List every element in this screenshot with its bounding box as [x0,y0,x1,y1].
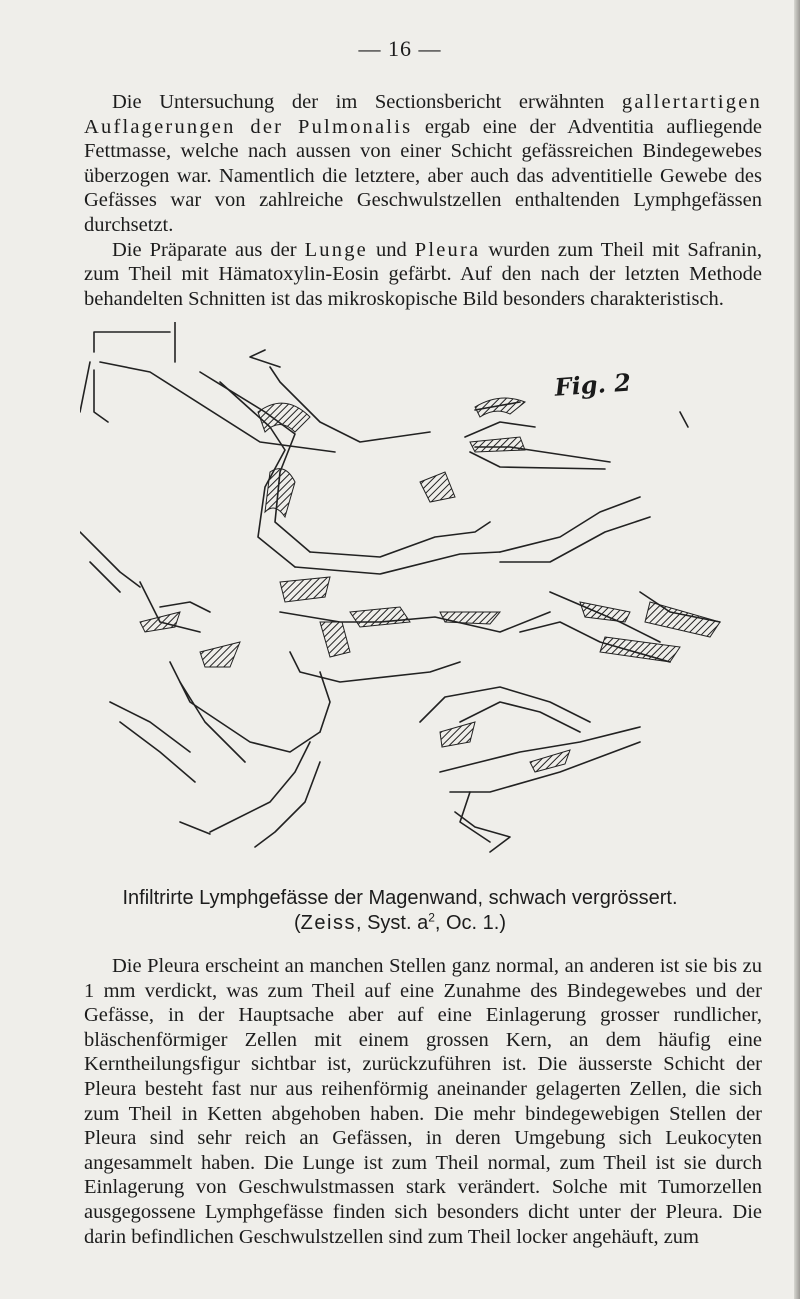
p2-text: Die Präparate aus der [112,238,305,261]
p2-emphasis-pleura: Pleura [414,238,481,261]
paragraph-3: Die Pleura erscheint an manchen Stellen ganz normal, an anderen ist sie bis zu 1 mm verdickt, was zum Theil auf eine Zunahme des Bindegewebes und der Gefässe, in der Hauptsache aber auf eine Einlagerung grosser rundlicher, bläschenförmiger Zellen mit einem grossen Kern, an dem häufig eine Kerntheilungsfigur sichtbar ist, zurückzuführen ist. Die äusserste Schicht der Pleura besteht fast nur aus reihenförmig aneinander gelagerten Zellen, die sich zum Theil in Ketten abgehoben haben. Die mehr bindegewebigen Stellen der Pleura sind sehr reich an Gefässen, in deren Umgebung sich Leukocyten angesammelt haben. Die Lunge ist zum Theil normal, zum Theil ist sie durch Einlagerung von Geschwulstmassen stark verändert. Solche mit Tumorzellen ausgegossene Lymphgefässe finden sich besonders dicht unter der Pleura. Die darin befindlichen Geschwulstzellen sind zum Theil locker angehäuft, zum [84,955,762,1248]
figure-illustration [80,322,780,882]
figure-caption [0,886,800,936]
p1-emphasis: gallertartigen Auflagerungen der Pulmonalis [84,91,762,138]
p2-text-mid: und [367,238,415,261]
p2-text-rest: wurden zum Theil mit Safranin, zum Theil mit Hämatoxylin-Eosin gefärbt. Auf den nach der letzten Methode behandelten Schnitten ist das mikroskopische Bild besonders charakteristisch. [84,238,763,310]
caption-superscript: 2 [428,910,435,925]
page-edge-shadow [794,0,800,1299]
caption-line-2: (Zeiss, Syst. $a^2$, Oc. 1.) [293,910,507,934]
p1-text: Die Untersuchung der im Sectionsbericht erwähnten [112,91,622,113]
caption-zeiss: Zeiss [300,912,356,934]
paragraph-2 [84,238,762,312]
bottom-text-block [84,954,762,1249]
figure-label: Fig. 2 [553,367,632,402]
lymph-vessel-drawing [80,322,780,882]
caption-line-1: Infiltrirte Lymphgefässe der Magenwand, schwach vergrössert. [122,887,678,909]
caption-syst: , Syst. a [355,912,429,934]
top-text-block [84,90,762,311]
p2-emphasis-lunge: Lunge [304,238,368,261]
paragraph-1 [84,90,762,238]
caption-ocular: , Oc. 1.) [434,912,507,934]
page-number: — 16 — [358,36,442,61]
p1-text-rest: ergab eine der Adventitia aufliegende Fettmasse, welche nach aussen von einer Schicht gefässreichen Bindegewebes überzogen war. Namentlich die letztere, aber auch das adventitielle Gewebe des Gefässes war von zahlreiche Geschwulstzellen enthaltenden Lymphgefässen durchsetzt. [84,115,762,236]
